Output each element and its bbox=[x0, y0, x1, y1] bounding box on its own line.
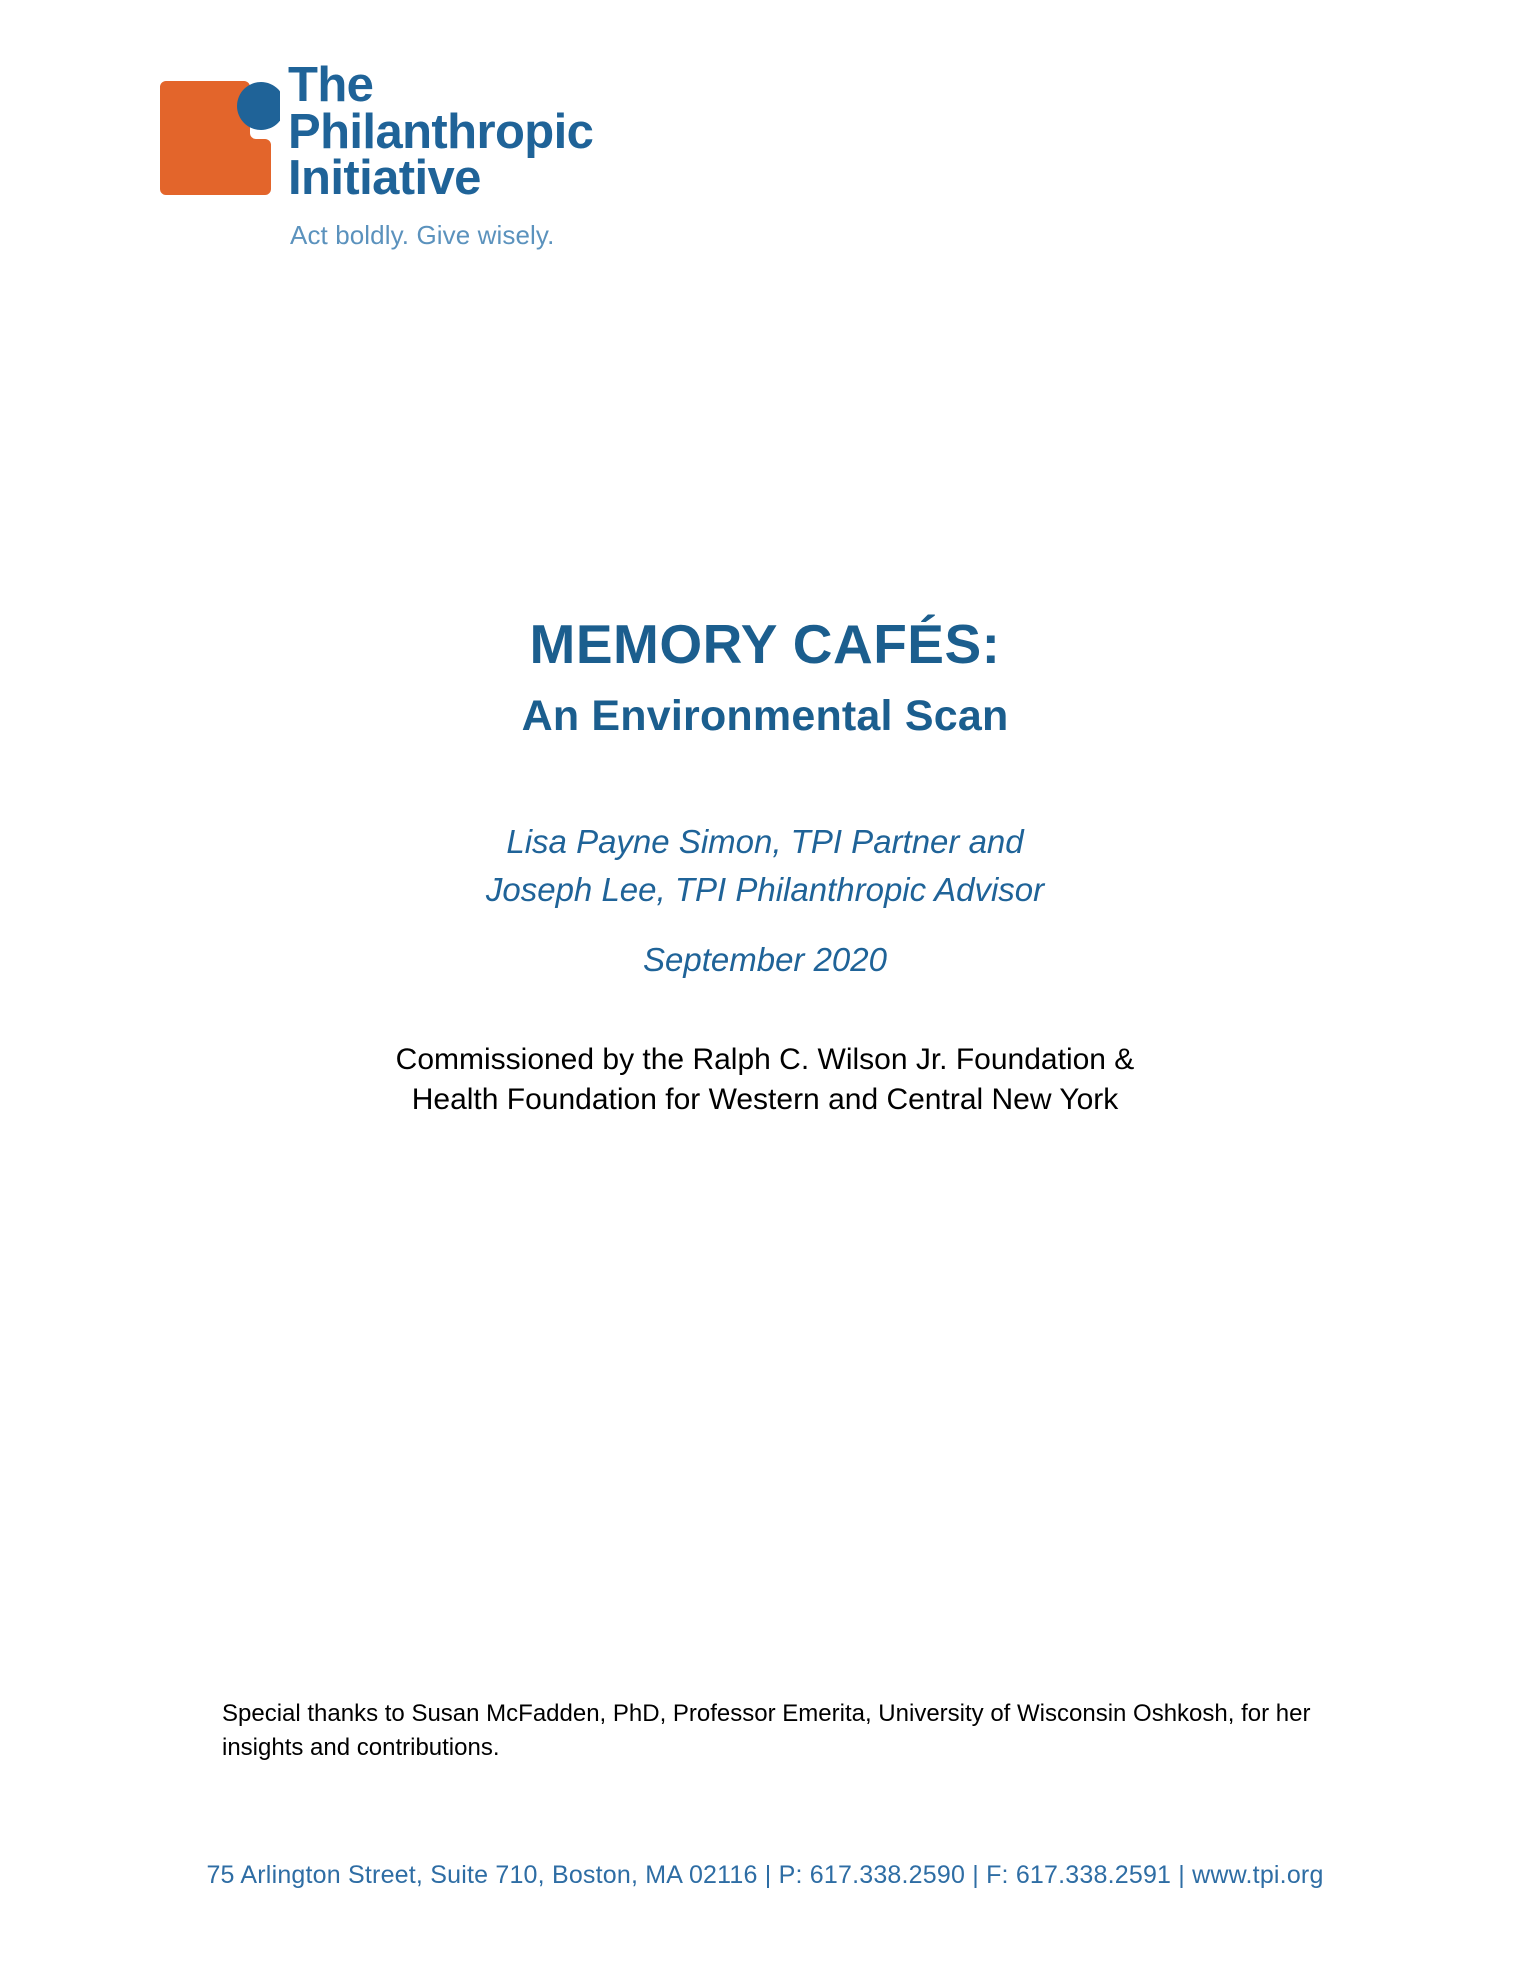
logo-wordmark-line-3: Initiative bbox=[288, 151, 481, 206]
title-block bbox=[0, 612, 1530, 742]
logo-wordmark-line-1: The bbox=[288, 58, 374, 112]
logo-tagline: Act boldly. Give wisely. bbox=[290, 220, 555, 250]
commissioned-by-line-2: Health Foundation for Western and Central New York bbox=[411, 1082, 1119, 1116]
tpi-logo bbox=[160, 58, 630, 252]
footer-contact-info: 75 Arlington Street, Suite 710, Boston, MA 02116 | P: 617.338.2590 | F: 617.338.2591 | www.tpi.org bbox=[206, 1861, 1324, 1889]
author-line-2: Joseph Lee, TPI Philanthropic Advisor bbox=[485, 870, 1045, 908]
commissioned-by-line-1: Commissioned by the Ralph C. Wilson Jr. Foundation & bbox=[395, 1043, 1135, 1076]
logo-wordmark-line-2: Philanthropic bbox=[288, 104, 594, 159]
author-block bbox=[0, 818, 1530, 914]
page-title: MEMORY CAFÉS: bbox=[529, 613, 1001, 675]
acknowledgement-note: Special thanks to Susan McFadden, PhD, Professor Emerita, University of Wisconsin Oshkosh, for her insights and contributions. bbox=[222, 1700, 1311, 1762]
logo-wordmark bbox=[288, 58, 594, 206]
logo-mark bbox=[160, 75, 280, 201]
author-line-1: Lisa Payne Simon, TPI Partner and bbox=[506, 823, 1024, 860]
commissioned-by-block bbox=[0, 1040, 1530, 1119]
page-subtitle: An Environmental Scan bbox=[521, 691, 1009, 740]
publication-date: September 2020 bbox=[642, 941, 887, 978]
